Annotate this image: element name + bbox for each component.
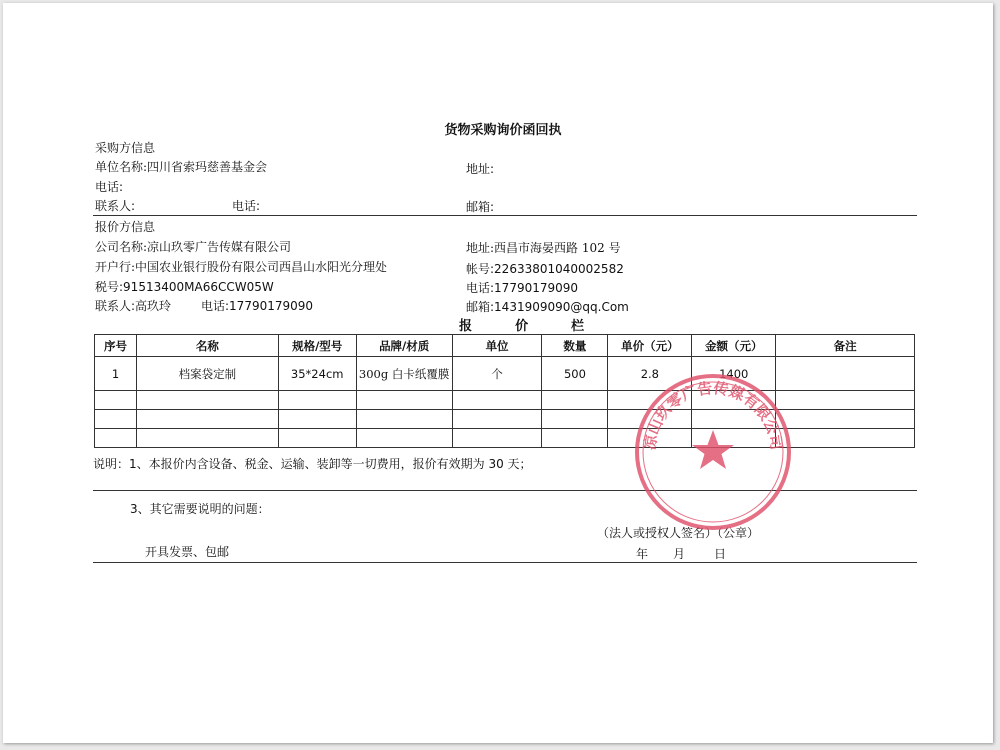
section-divider	[93, 215, 917, 216]
quote-title-char: 报	[459, 319, 475, 334]
header-brand: 品牌/材质	[356, 335, 452, 357]
signature-label: （法人或授权人签名）（公章）	[597, 526, 760, 540]
quoter-contact-value: 高玖玲	[135, 299, 172, 313]
quoter-bank-value: 中国农业银行股份有限公司西昌山水阳光分理处	[135, 260, 388, 274]
other-remarks: 开具发票、包邮	[145, 545, 230, 559]
quoter-company-label: 公司名称:	[95, 240, 148, 254]
quoter-contact	[95, 297, 171, 314]
header-price: 单价（元）	[608, 335, 692, 357]
quoter-address	[466, 239, 621, 256]
quoter-address-value: 西昌市海晏西路 102 号	[494, 241, 621, 255]
quoter-tax-label: 税号:	[95, 280, 124, 294]
cell-name: 档案袋定制	[136, 357, 278, 391]
quoter-account	[466, 260, 624, 277]
bottom-divider	[93, 562, 917, 563]
buyer-heading: 采购方信息	[95, 141, 156, 155]
company-seal-icon	[633, 372, 793, 532]
cell-qty: 500	[542, 357, 608, 391]
quoter-contact-phone-value: 17790179090	[229, 299, 314, 313]
date-month: 月	[673, 547, 686, 561]
quoter-phone-label: 电话:	[466, 281, 495, 295]
quoter-company-value: 凉山玖零广告传媒有限公司	[147, 240, 292, 254]
header-name: 名称	[136, 335, 278, 357]
cell-remark	[776, 357, 915, 391]
header-amount: 金额（元）	[692, 335, 776, 357]
note-3: 3、其它需要说明的问题：	[130, 502, 270, 516]
date-day: 日	[714, 547, 727, 561]
quoter-heading: 报价方信息	[95, 220, 156, 234]
document-title: 货物采购询价函回执	[444, 123, 562, 138]
quoter-bank-label: 开户行:	[95, 260, 136, 274]
header-qty: 数量	[542, 335, 608, 357]
seal-star-icon	[692, 430, 734, 469]
buyer-unit-value: 四川省索玛慈善基金会	[147, 160, 268, 174]
cell-unit: 个	[452, 357, 542, 391]
document-page	[3, 3, 993, 743]
quoter-account-value: 22633801040002582	[494, 262, 624, 276]
quote-section-title	[459, 315, 586, 334]
buyer-phone-label: 电话:	[95, 180, 124, 194]
quoter-contact-label: 联系人:	[95, 299, 136, 313]
cell-amount: 1400	[692, 357, 776, 391]
seal-text-path: 凉山玖零广告传媒有限公司	[640, 379, 786, 452]
quoter-contact-phone-label: 电话:	[201, 299, 230, 313]
quote-title-char: 价	[515, 319, 531, 334]
quoter-contact-phone	[201, 297, 313, 314]
note-divider	[93, 490, 917, 491]
header-spec: 规格/型号	[278, 335, 356, 357]
cell-price: 2.8	[608, 357, 692, 391]
quoter-email-value: 1431909090@qq.Com	[494, 300, 629, 314]
buyer-unit	[95, 158, 267, 175]
quoter-phone-value: 17790179090	[494, 281, 579, 295]
cell-index: 1	[95, 357, 137, 391]
note-1: 说明：1、本报价内含设备、税金、运输、装卸等一切费用，报价有效期为 30 天；	[93, 457, 532, 471]
quoter-company	[95, 238, 291, 255]
header-remark: 备注	[776, 335, 915, 357]
quoter-phone	[466, 279, 578, 296]
quoter-email	[466, 298, 629, 315]
buyer-address-label: 地址:	[466, 162, 495, 176]
quote-title-char: 栏	[571, 319, 587, 334]
cell-brand: 300g 白卡纸覆膜	[356, 357, 452, 391]
quoter-tax	[95, 278, 274, 295]
header-unit: 单位	[452, 335, 542, 357]
table-header-row	[95, 335, 915, 357]
buyer-unit-label: 单位名称:	[95, 160, 148, 174]
quoter-account-label: 帐号:	[466, 262, 495, 276]
header-index: 序号	[95, 335, 137, 357]
buyer-email-label: 邮箱:	[466, 200, 495, 214]
quoter-tax-value: 91513400MA66CCW05W	[123, 280, 274, 294]
quoter-email-label: 邮箱:	[466, 300, 495, 314]
quoter-bank	[95, 258, 387, 275]
buyer-contact-label: 联系人:	[95, 199, 136, 213]
cell-spec: 35*24cm	[278, 357, 356, 391]
quoter-address-label: 地址:	[466, 241, 495, 255]
buyer-contact-phone-label: 电话:	[232, 199, 261, 213]
date-year: 年	[636, 547, 649, 561]
